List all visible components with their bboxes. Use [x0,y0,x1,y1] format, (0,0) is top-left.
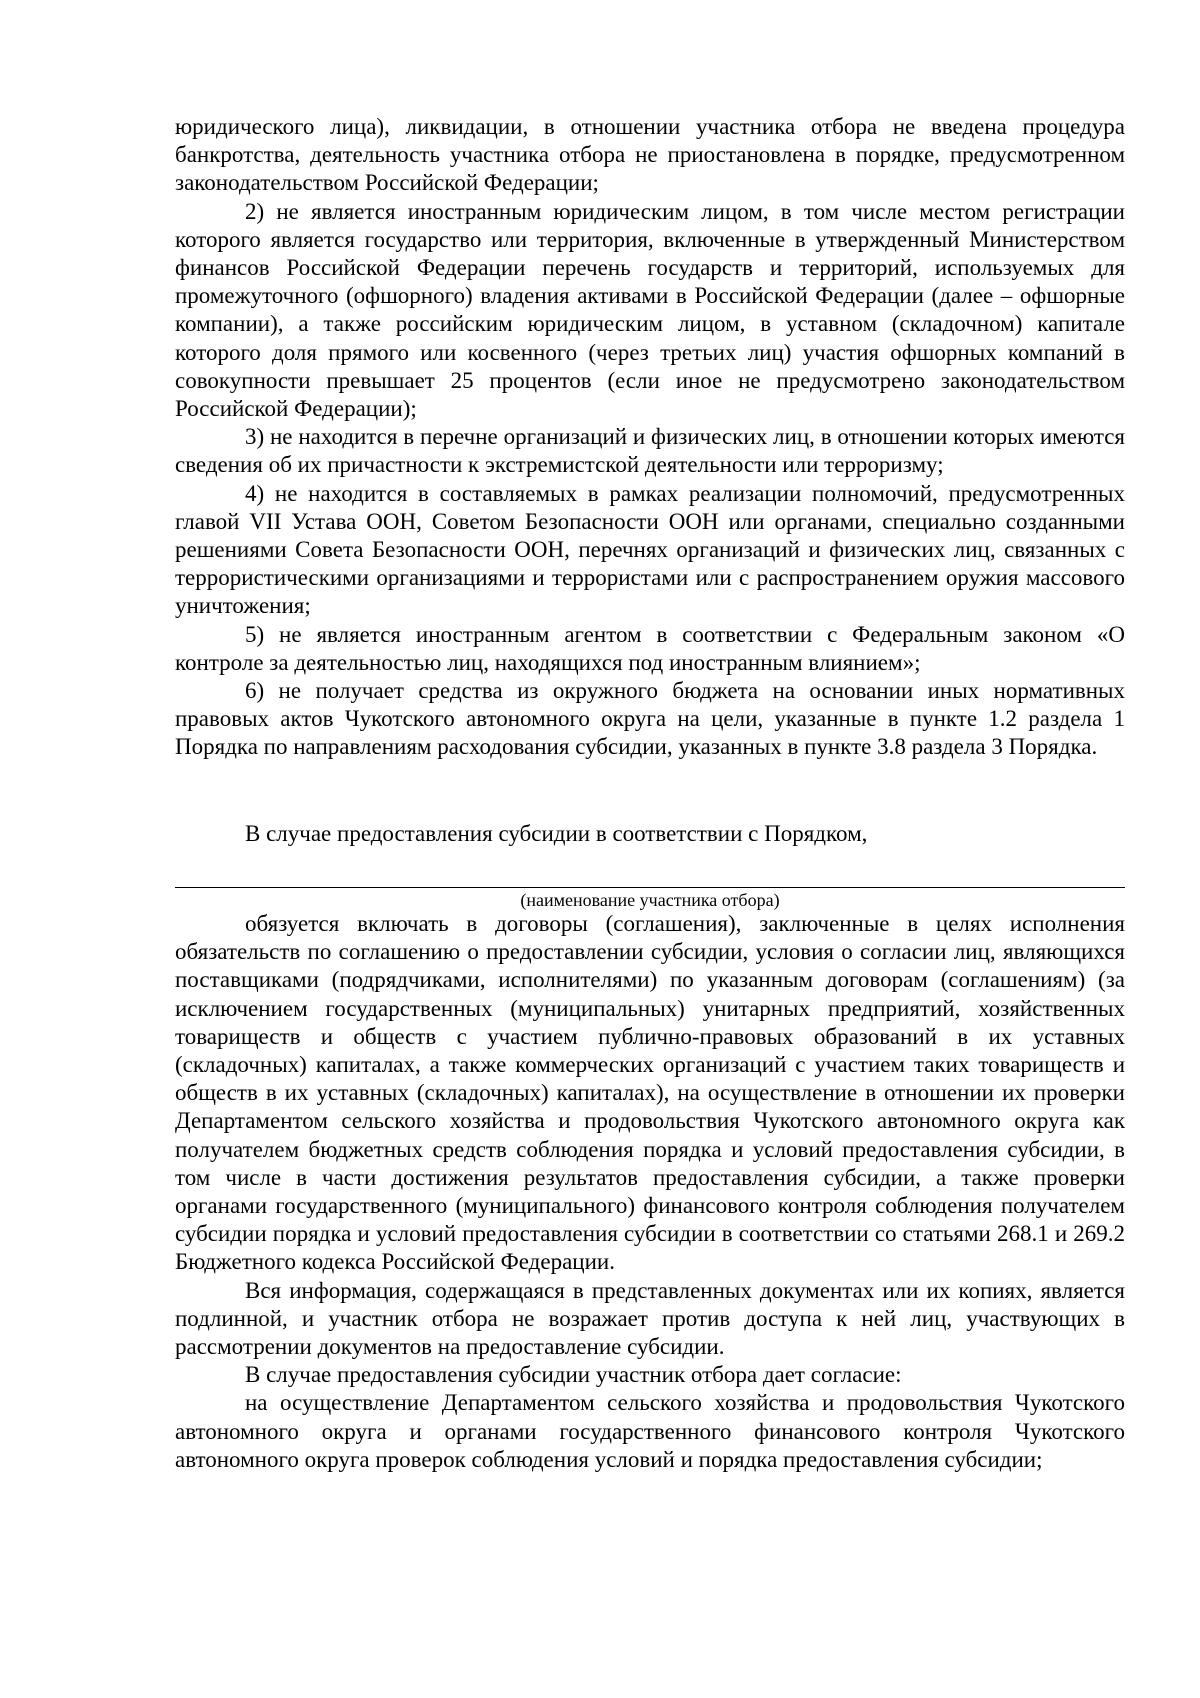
paragraph-item-6: 6) не получает средства из окружного бюджета на основании иных нормативных правовых актов Чукотского автономного округа на цели, указанные в пункте 1.2 раздела 1 Порядка по направлениям расходования субсидии, указанных в пункте 3.8 раздела 3 Порядка. [175,678,1125,760]
top-text-block [175,113,1125,762]
paragraph-information-authenticity: Вся информация, содержащаяся в представленных документах или их копиях, является подлинной, и участник отбора не возражает против доступа к ней лиц, участвующих в рассмотрении документов на предоставление субсидии. [175,1277,1125,1360]
paragraph-consent-inspections: на осуществление Департаментом сельского хозяйства и продовольствия Чукотского автономного округа и органами государственного финансового контроля Чукотского автономного округа проверок соблюдения условий и порядка предоставления субсидии; [175,1390,1125,1472]
participant-name-caption: (наименование участника отбора) [520,890,780,910]
paragraph-consent-intro: В случае предоставления субсидии участник отбора дает согласие: [245,1362,902,1388]
paragraph-item-2: 2) не является иностранным юридическим лицом, в том числе местом регистрации которого является государство или территория, включенные в утвержденный Министерством финансов Российской Федерации перечень государств и территорий, используемых для промежуточного (офшорного) владения активами в Российской Федерации (далее – офшорные компании), а также российским юридическим лицом, в уставном (складочном) капитале которого доля прямого или косвенного (через третьих лиц) участия офшорных компаний в совокупности превышает 25 процентов (если иное не предусмотрено законодательством Российской Федерации); [175,198,1125,422]
paragraph-bankruptcy-continuation: юридического лица), ликвидации, в отношении участника отбора не введена процедура банкротства, деятельность участника отбора не приостановлена в порядке, предусмотренном законодательством Российской Федерации; [175,114,1125,196]
paragraph-item-4: 4) не находится в составляемых в рамках реализации полномочий, предусмотренных главой VII Устава ООН, Советом Безопасности ООН или органами, специально созданными решениями Совета Безопасности ООН, перечнях организаций и физических лиц, связанных с террористическими организациями и террористами или с распространением оружия массового уничтожения; [175,480,1125,619]
paragraph-obligation: обязуется включать в договоры (соглашения), заключенные в целях исполнения обязательств по соглашению о предоставлении субсидии, условия о согласии лиц, являющихся поставщиками (подрядчиками, исполнителями) по указанным договорам (соглашениям) (за исключением государственных (муниципальных) унитарных предприятий, хозяйственных товариществ и обществ с участием публично-правовых образований в их уставных (складочных) капиталах, а также коммерческих организаций с участием таких товариществ и обществ в их уставных (складочных) капиталах), на осуществление в отношении их проверки Департаментом сельского хозяйства и продовольствия Чукотского автономного округа как получателем бюджетных средств соблюдения порядка и условий предоставления субсидии, в том числе в части достижения результатов предоставления субсидии, а также проверки органами государственного (муниципального) финансового контроля соблюдения получателем субсидии порядка и условий предоставления субсидии в соответствии со статьями 268.1 и 269.2 Бюджетного кодекса Российской Федерации. [175,911,1125,1275]
paragraph-item-5: 5) не является иностранным агентом в соответствии с Федеральным законом «О контроле за деятельностью лиц, находящихся под иностранным влиянием»; [175,621,1125,675]
bottom-text-block [175,910,1125,1474]
intro-line: В случае предоставления субсидии в соответствии с Порядком, [245,821,868,846]
participant-name-field-line [175,887,1125,888]
paragraph-item-3: 3) не находится в перечне организаций и физических лиц, в отношении которых имеются сведения об их причастности к экстремистской деятельности или терроризму; [175,424,1125,478]
